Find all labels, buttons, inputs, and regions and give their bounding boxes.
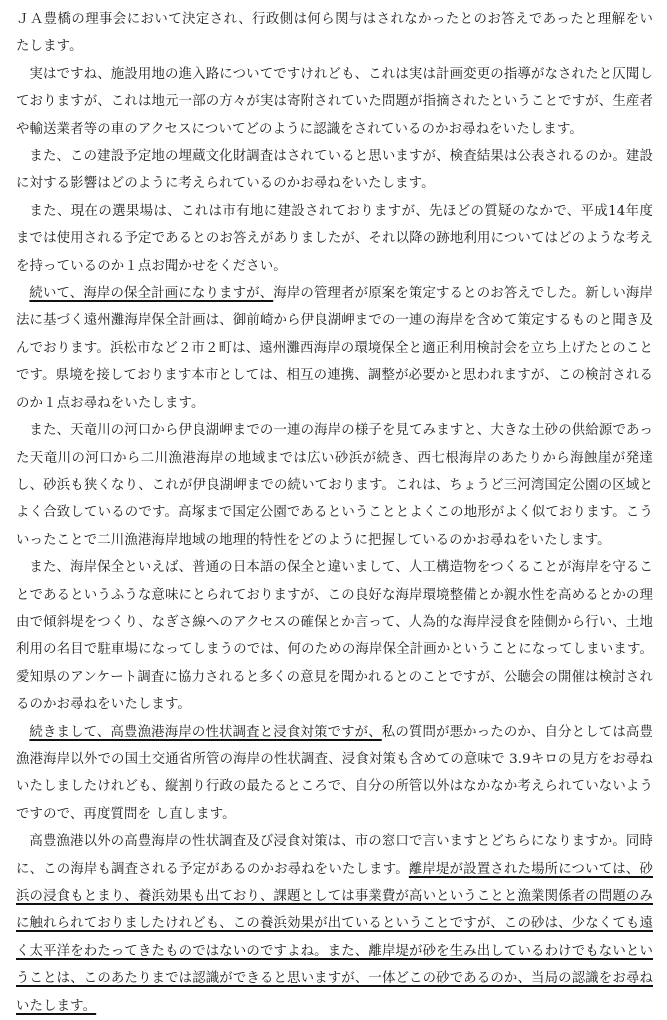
paragraph: [16, 6, 653, 61]
paragraph-text: また、天竜川の河口から伊良湖岬までの一連の海岸の様子を見てみますと、大きな土砂の供給源であった天竜川の河口から二川漁港海岸の地域までは広い砂浜が続き、西七根海岸のあたりから海蝕崖が発達し、砂浜も狭くなり、これが伊良湖岬までの続いております。これは、ちょうど三河湾国定公園の区域とよく合致しているのです。高塚まで国定公園であるということとよくこの地形がよく似ております。こういったことで二川漁港海岸地域の地理的特性をどのように把握しているのかお尋ねをいたします。: [16, 423, 653, 548]
paragraph: [16, 61, 653, 143]
paragraph: [16, 554, 653, 718]
paragraph-text: また、海岸保全といえば、普通の日本語の保全と違いまして、人工構造物をつくることが海岸を守ることであるというふうな意味にとられておりますが、この良好な海岸環境整備とか親水性を高めるとかの理由で傾斜堤をつくり、なぎさ線へのアクセスの確保とか言って、人為的な海岸浸食を陸側から行い、土地利用の名目で駐車場になってしまうのでは、何のための海岸保全計画かということになってしまいます。愛知県のアンケート調査に協力されると多くの意見を聞かれるとのことですが、公聴会の開催は検討されるのかお尋ねをいたします。: [16, 560, 653, 713]
paragraph-text: 実はですね、施設用地の進入路についてですけれども、これは実は計画変更の指導がなされたと仄聞しておりますが、これは地元一部の方々が実は寄附されていた問題が指摘されたということですが、生産者や輸送業者等の車のアクセスについてどのように認識をされているのかお尋ねをいたします。: [16, 66, 653, 137]
paragraph-text: 海岸の管理者が原案を策定するとのお答えでした。新しい海岸法に基づく遠州灘海岸保全計画は、御前崎から伊良湖岬までの一連の海岸を含めて策定するものと聞き及んでおります。浜松市など２市２町は、遠州灘西海岸の環境保全と適正利用検討会を立ち上げたとのことです。県境を接しております本市としては、相互の連携、調整が必要かと思われますが、この検討されるのか１点お尋ねをいたします。: [16, 286, 654, 411]
underlined-text: 離岸堤が設置された場所については、砂浜の浸食もとまり、養浜効果も出ており、課題としては事業費が高いということと漁業関係者の問題のみに触れられておりましたけれども、この養浜効果が出ているということですが、この砂は、少なくても遠く太平洋をわたってきたものではないのですよね。また、離岸堤が砂を生み出しているわけでもないということは、このあたりまでは認識ができると思いますが、一体どこの砂であるのか、当局の認識をお尋ねいたします。: [16, 861, 654, 1014]
paragraph-text: 私の質問が悪かったのか、自分としては高豊漁港海岸以外での国土交通省所管の海岸の性状調査、浸食対策も含めての意味で 3.9キロの見方をお尋ねいたしましたけれども、縦割り行政の最たるところで、自分の所管以外はなかなか考えられていないようですので、再度質問を し直します。: [16, 724, 653, 822]
paragraph: [16, 719, 653, 829]
underlined-text: 続きまして、高豊漁港海岸の性状調査と浸食対策ですが、: [29, 724, 382, 740]
paragraph: [16, 198, 653, 280]
paragraph: [16, 143, 653, 198]
paragraph-text: ＪＡ豊橋の理事会において決定され、行政側は何ら関与はされなかったとのお答えであったと理解をいたします。: [16, 12, 653, 55]
paragraph-text: また、現在の選果場は、これは市有地に建設されておりますが、先ほどの質疑のなかで、平成14年度までは使用される予定であるとのお答えがありましたが、それ以降の跡地利用についてはどのような考えを持っているのか１点お聞かせをください。: [16, 203, 653, 274]
paragraph: [16, 417, 653, 554]
paragraph: [16, 280, 653, 417]
underlined-text: 続いて、海岸の保全計画になりますが、: [29, 286, 274, 302]
paragraph: [16, 828, 653, 1020]
paragraph-text: 高豊漁港以外の高豊海岸の性状調査及び浸食対策は、市の窓口で言いますとどちらになりますか。同時に、この海岸も調査される予定があるのかお尋ねをいたします。: [16, 834, 653, 877]
document-body: [16, 6, 653, 1020]
paragraph-text: また、この建設予定地の埋蔵文化財調査はされていると思いますが、検査結果は公表されるのか。建設に対する影響はどのように考えられているのかお尋ねをいたします。: [16, 149, 653, 192]
